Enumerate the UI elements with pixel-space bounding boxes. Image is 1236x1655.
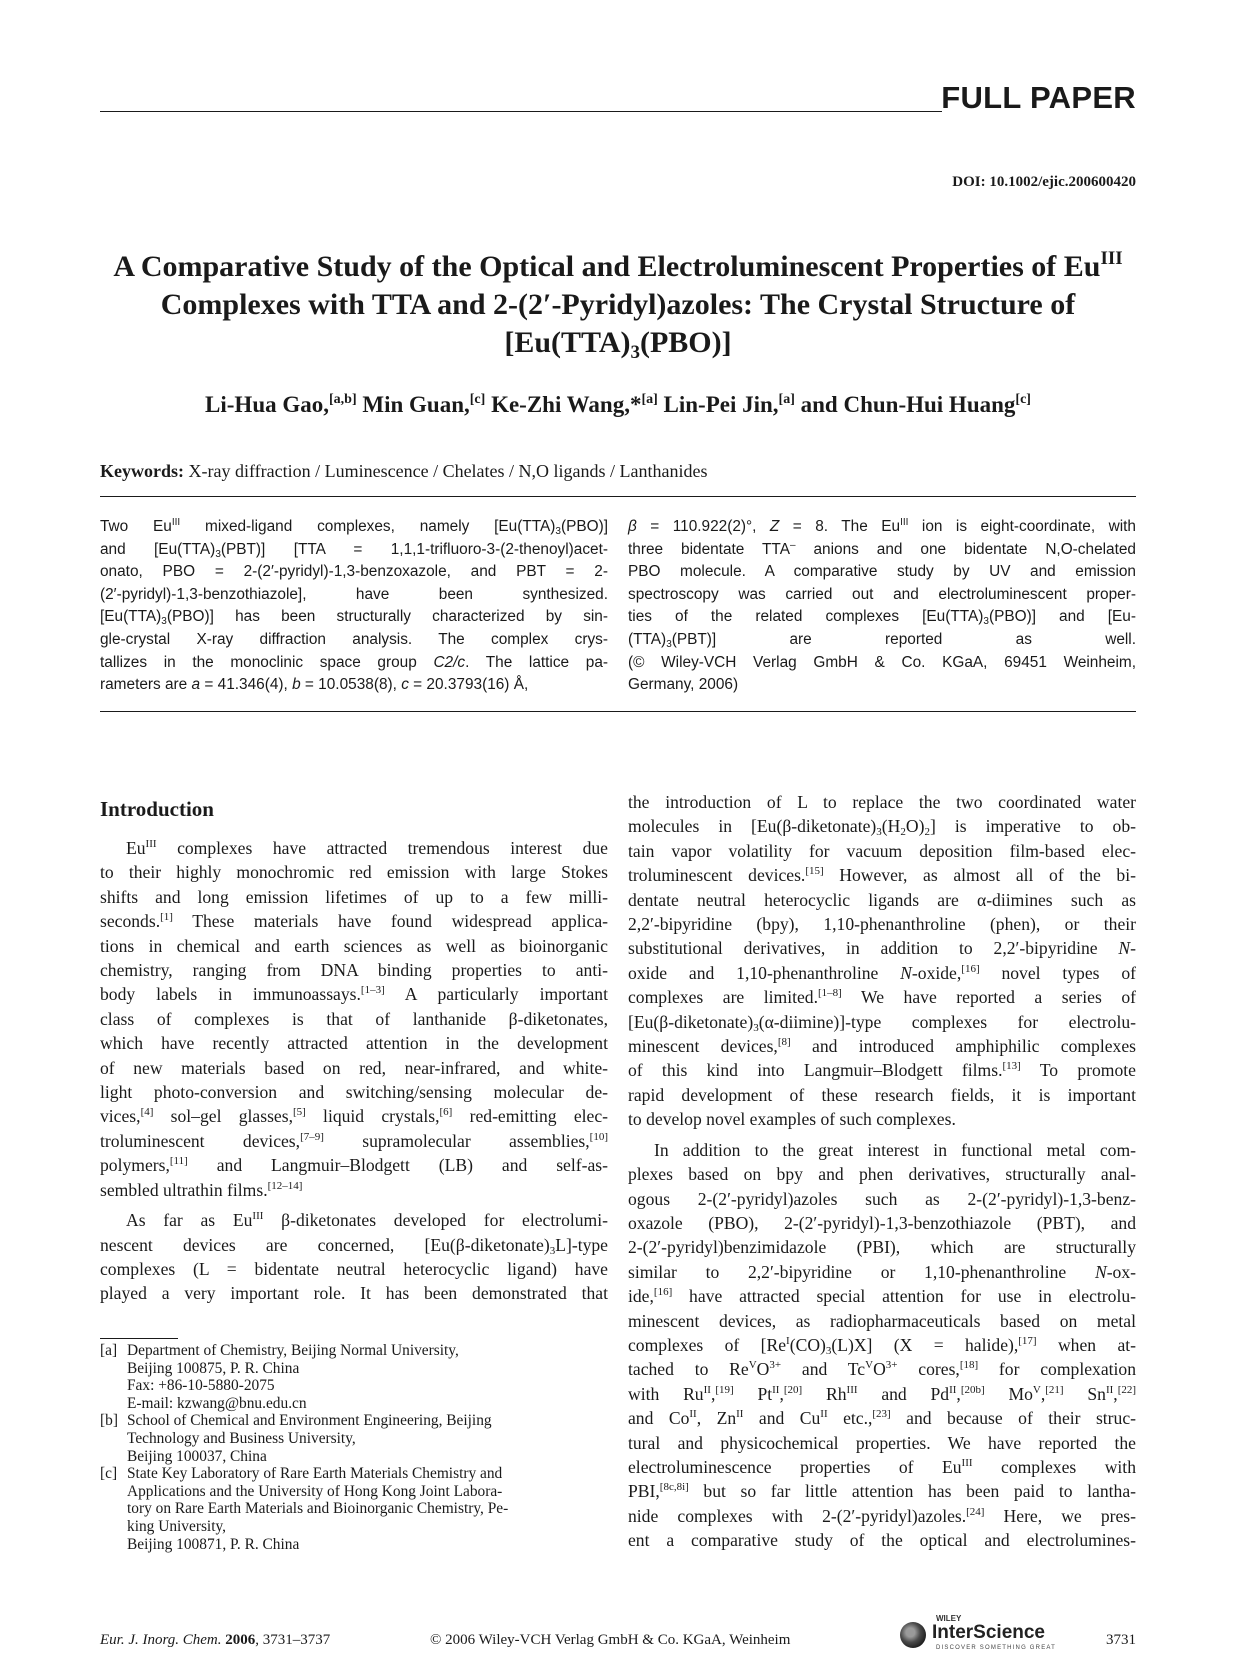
text-line: to their highly monochromic red emission with large Stokes xyxy=(100,862,608,883)
footnote-line: tory on Rare Earth Materials and Bioinorganic Chemistry, Pe- xyxy=(127,1500,509,1518)
text-line: dentate neutral heterocyclic ligands are α-diimines such as xyxy=(628,889,1136,910)
footnote-line: Fax: +86-10-5880-2075 xyxy=(127,1377,275,1395)
journal-citation: Eur. J. Inorg. Chem. 2006, 3731–3737 xyxy=(100,1632,331,1648)
affiliation-footnotes xyxy=(100,1342,608,1553)
text-line: which have recently attracted attention in the development xyxy=(100,1033,608,1054)
text-line: rapid development of these research fields, it is important xyxy=(628,1084,1136,1105)
text-line: tain vapor volatility for vacuum deposition film-based elec- xyxy=(628,840,1136,861)
footnote-line: Beijing 100875, P. R. China xyxy=(127,1359,300,1377)
text-line: minescent devices,[8] and introduced amphiphilic complexes xyxy=(628,1036,1136,1057)
footnote-line: Beijing 100871, P. R. China xyxy=(127,1535,300,1553)
text-line: class of complexes is that of lanthanide β-diketonates, xyxy=(100,1008,608,1029)
interscience-logo: WILEY InterScience DISCOVER SOMETHING GREAT xyxy=(900,1616,1080,1652)
text-line: tached to $Re^VO^{3+}$ and $Tc^VO^{3+}$ cores,[18] for complexation xyxy=(628,1359,1136,1380)
text-line: polymers,[11] and Langmuir–Blodgett (LB) and self-as- xyxy=(100,1155,608,1176)
text-line: with $Ru^{II},[19]$ $Pt^{II},[20]$ $Rh^{III}$ and $Pd^{II},[20b]$ $Mo^V,[21]$ $Sn^{II},[22]$ xyxy=(628,1383,1137,1404)
abstract-right-column xyxy=(628,516,1136,697)
text-line: $[Eu(TTA)_3(PBO)]$ has been structurally characterized by sin- xyxy=(100,608,608,628)
section-label: FULL PAPER xyxy=(941,80,1136,115)
text-line: ent a comparative study of the optical and electrolumines- xyxy=(628,1530,1136,1551)
text-line: three bidentate TTA– anions and one bidentate N,O-chelated xyxy=(628,539,1136,558)
abstract-top-rule xyxy=(100,496,1136,497)
text-line: oxide and 1,10-phenanthroline N-oxide,[16] novel types of xyxy=(628,962,1136,983)
text-line: 2-(2′-pyridyl)benzimidazole (PBI), which are structurally xyxy=(628,1237,1136,1258)
text-line: molecules in $[Eu(\beta-diketonate)_3(H_2O)_2]$ is imperative to ob- xyxy=(628,816,1136,839)
section-heading-introduction: Introduction xyxy=(100,797,214,821)
header-rule xyxy=(100,111,942,112)
footnote-line: king University, xyxy=(127,1517,227,1535)
text-line: and $[Eu(TTA)_3(PBT)] [TTA$ = 1,1,1-trifluoro-3-(2-thenoyl)acet- xyxy=(100,540,608,560)
text-line: the introduction of L to replace the two coordinated water xyxy=(628,792,1136,812)
text-line: $Eu^{III}$ complexes have attracted tremendous interest due xyxy=(126,838,608,858)
text-line: (© Wiley-VCH Verlag GmbH & Co. KGaA, 69451 Weinheim, xyxy=(628,653,1136,671)
globe-icon xyxy=(900,1622,926,1648)
text-line: PBI,[8c,8i] but so far little attention has been paid to lantha- xyxy=(628,1481,1136,1502)
text-line: spectroscopy was carried out and electroluminescent proper- xyxy=(628,585,1136,603)
text-line: troluminescent devices.[15] However, as almost all of the bi- xyxy=(628,865,1136,886)
text-line: chemistry, ranging from DNA binding properties to anti- xyxy=(100,960,608,981)
footnote-line: E-mail: kzwang@bnu.edu.cn xyxy=(127,1394,307,1412)
text-line: tions in chemical and earth sciences as well as bioinorganic xyxy=(100,935,608,956)
footnote-line: Department of Chemistry, Beijing Normal University, xyxy=(127,1342,459,1359)
paper-title xyxy=(100,248,1136,362)
text-line: substitutional derivatives, in addition to 2,2′-bipyridine N- xyxy=(628,938,1136,959)
title-line-2: Complexes with TTA and 2-(2′-Pyridyl)azoles: The Crystal Structure of xyxy=(160,288,1076,321)
footnote-line: Technology and Business University, xyxy=(127,1429,356,1447)
keywords-label: Keywords: xyxy=(100,461,184,481)
title-line-3: $[Eu(TTA)_3(PBO)]$ xyxy=(504,326,732,363)
text-line: sembled ultrathin films.[12–14] xyxy=(100,1179,303,1200)
footer-copyright: © 2006 Wiley-VCH Verlag GmbH & Co. KGaA, Weinheim xyxy=(430,1632,791,1648)
author: Min Guan,[c] xyxy=(362,392,486,417)
text-line: and $Co^{II}$, $Zn^{II}$ and $Cu^{II}$ etc.,[23] and because of their struc- xyxy=(628,1408,1137,1429)
footnote-line: Beijing 100037, China xyxy=(127,1447,267,1465)
text-line: Germany, 2006) xyxy=(628,676,739,694)
text-line: played a very important role. It has been demonstrated that xyxy=(100,1283,608,1304)
footnote-b: [b] School of Chemical and Environment Engineering, Beijing Technology and Business University, Beijing 100037, China xyxy=(100,1412,608,1465)
footnote-line: Applications and the University of Hong Kong Joint Labora- xyxy=(127,1482,503,1500)
author: Lin-Pei Jin,[a] xyxy=(663,392,795,417)
text-line: of new materials based on red, near-infrared, and white- xyxy=(100,1057,608,1078)
text-line: complexes of $[Re^I(CO)_3(L)X] (X$ = halide),[17] when at- xyxy=(628,1334,1136,1357)
text-line: onato, PBO = 2-(2′-pyridyl)-1,3-benzoxazole, and PBT = 2- xyxy=(100,563,608,581)
text-line: In addition to the great interest in functional metal com- xyxy=(654,1139,1136,1160)
abstract-bottom-rule xyxy=(100,711,1136,712)
text-line: tural and physicochemical properties. We have reported the xyxy=(628,1432,1136,1453)
footnote-a: [a] Department of Chemistry, Beijing Normal University, Beijing 100875, P. R. China Fax: +86-10-5880-2075 E-mail: kzwang@bnu.edu.cn xyxy=(100,1342,608,1412)
footnote-line: State Key Laboratory of Rare Earth Materials Chemistry and xyxy=(127,1465,503,1483)
text-line: tallizes in the monoclinic space group C2/c. The lattice pa- xyxy=(100,653,608,671)
text-line: complexes (L = bidentate neutral heterocyclic ligand) have xyxy=(100,1258,608,1279)
text-line: electroluminescence properties of $Eu^{III}$ complexes with xyxy=(628,1456,1136,1477)
body-left-column xyxy=(100,836,608,1306)
text-line: As far as $Eu^{III}$ β-diketonates developed for electrolumi- xyxy=(126,1210,608,1231)
text-line: $(TTA)_3(PBT)$] are reported as well. xyxy=(628,630,1136,650)
page-number: 3731 xyxy=(1106,1632,1136,1648)
text-line: seconds.[1] These materials have found widespread applica- xyxy=(100,911,608,932)
text-line: complexes are limited.[1–8] We have reported a series of xyxy=(628,987,1136,1008)
keywords xyxy=(100,461,708,482)
text-line: β = 110.922(2)°, Z = 8. The $Eu^{III}$ ion is eight-coordinate, with xyxy=(628,517,1136,535)
text-line: $[Eu(\beta-diketonate)_3(\alpha-diimine)]$-type complexes for electrolu- xyxy=(628,1011,1136,1034)
text-line: nide complexes with 2-(2′-pyridyl)azoles.[24] Here, we pres- xyxy=(628,1505,1137,1526)
text-line: ogous 2-(2′-pyridyl)azoles such as 2-(2′-pyridyl)-1,3-benz- xyxy=(628,1188,1136,1209)
text-line: ties of the related complexes $[Eu(TTA)_3(PBO)]$ and [Eu- xyxy=(628,608,1136,628)
text-line: similar to 2,2′-bipyridine or 1,10-phenanthroline N-ox- xyxy=(628,1261,1136,1282)
text-line: (2′-pyridyl)-1,3-benzothiazole], have been synthesized. xyxy=(100,585,608,603)
footnote-rule xyxy=(100,1338,178,1339)
text-line: 2,2′-bipyridine (bpy), 1,10-phenanthroline (phen), or their xyxy=(628,914,1136,935)
text-line: plexes based on bpy and phen derivatives, structurally anal- xyxy=(628,1164,1136,1185)
text-line: minescent devices, as radiopharmaceuticals based on metal xyxy=(628,1310,1136,1331)
text-line: troluminescent devices,[7–9] supramolecular assemblies,[10] xyxy=(100,1130,608,1151)
text-line: vices,[4] sol–gel glasses,[5] liquid crystals,[6] red-emitting elec- xyxy=(100,1106,608,1127)
author: Li-Hua Gao,[a,b] xyxy=(205,392,357,417)
text-line: of this kind into Langmuir–Blodgett films.[13] To promote xyxy=(628,1060,1136,1081)
text-line: rameters are a = 41.346(4), b = 10.0538(8), c = 20.3793(16) Å, xyxy=(100,676,529,694)
text-line: light photo-conversion and switching/sensing molecular de- xyxy=(100,1082,608,1103)
text-line: gle-crystal X-ray diffraction analysis. The complex crys- xyxy=(100,630,608,648)
text-line: body labels in immunoassays.[1–3] A particularly important xyxy=(100,984,608,1005)
text-line: nescent devices are concerned, $[Eu(\beta-diketonate)_3L]$-type xyxy=(100,1234,608,1257)
text-line: shifts and long emission lifetimes of up to a few milli- xyxy=(100,886,608,907)
text-line: Two $Eu^{III}$ mixed-ligand complexes, namely $[Eu(TTA)_3(PBO)]$ xyxy=(100,517,608,537)
keywords-list: X-ray diffraction / Luminescence / Chelates / N,O ligands / Lanthanides xyxy=(188,461,708,481)
author: and Chun-Hui Huang[c] xyxy=(800,392,1031,417)
author: Ke-Zhi Wang,*[a] xyxy=(491,392,658,417)
text-line: PBO molecule. A comparative study by UV and emission xyxy=(628,563,1136,581)
text-line: ide,[16] have attracted special attention for use in electrolu- xyxy=(628,1286,1136,1307)
footnote-line: School of Chemical and Environment Engineering, Beijing xyxy=(127,1412,492,1430)
author-list xyxy=(100,392,1136,418)
body-right-column xyxy=(628,790,1136,1553)
text-line: to develop novel examples of such complexes. xyxy=(628,1109,956,1130)
doi[interactable]: DOI: 10.1002/ejic.200600420 xyxy=(952,174,1136,190)
title-line-1: A Comparative Study of the Optical and Electroluminescent Properties of $Eu^{III}$ xyxy=(113,248,1123,283)
abstract-left-column xyxy=(100,516,608,697)
text-line: oxazole (PBO), 2-(2′-pyridyl)-1,3-benzothiazole (PBT), and xyxy=(628,1212,1136,1233)
footnote-c: [c] State Key Laboratory of Rare Earth Materials Chemistry and Applications and the University of Hong Kong Joint Labora- tory on Rare Earth Materials and Bioinorganic Chemistry, Pe- king University, Beijing 100871, P. R. China xyxy=(100,1465,608,1553)
